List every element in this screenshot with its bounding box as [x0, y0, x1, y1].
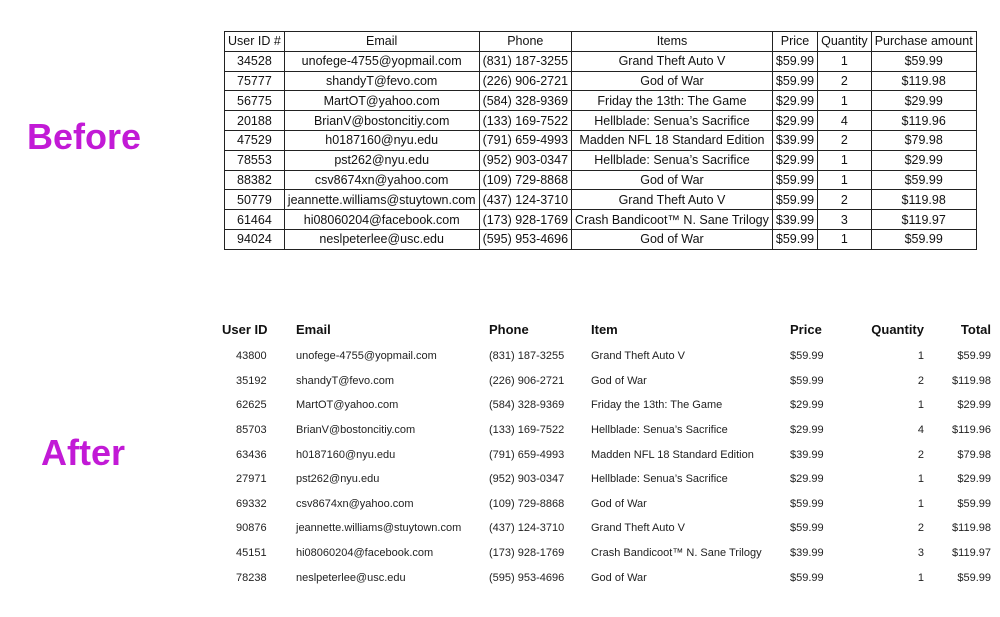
after-table-row	[218, 565, 991, 590]
after-table-row	[218, 393, 991, 418]
before-cell-user-id: 75777	[225, 71, 285, 91]
before-cell-email: hi08060204@facebook.com	[284, 210, 479, 230]
after-cell-price: $39.99	[790, 448, 824, 461]
before-cell-quantity: 1	[818, 170, 872, 190]
before-cell-quantity: 1	[818, 91, 872, 111]
after-cell-email: h0187160@nyu.edu	[296, 448, 396, 461]
after-cell-phone: (595) 953-4696	[489, 571, 565, 584]
before-cell-price: $39.99	[772, 210, 817, 230]
after-cell-quantity: 1	[917, 399, 924, 412]
after-cell-email: csv8674xn@yahoo.com	[296, 497, 414, 510]
after-cell-total: $59.99	[957, 571, 991, 584]
after-cell-user-id: 69332	[236, 497, 267, 510]
after-cell-quantity: 1	[917, 350, 924, 363]
after-table-row	[218, 541, 991, 566]
before-cell-user-id: 78553	[225, 150, 285, 170]
before-cell-user-id: 20188	[225, 111, 285, 131]
before-table-row	[225, 170, 977, 190]
before-header-price: Price	[772, 32, 817, 52]
after-cell-item: God of War	[591, 374, 647, 387]
before-cell-price: $59.99	[772, 170, 817, 190]
after-cell-user-id: 90876	[236, 522, 267, 535]
after-cell-email: neslpeterlee@usc.edu	[296, 571, 406, 584]
before-cell-email: MartOT@yahoo.com	[284, 91, 479, 111]
after-cell-quantity: 3	[917, 547, 924, 560]
after-header-quantity: Quantity	[871, 321, 924, 337]
before-cell-items: Hellblade: Senua’s Sacrifice	[572, 150, 773, 170]
after-header-row	[218, 314, 991, 344]
after-header-price: Price	[790, 321, 822, 337]
before-cell-user-id: 94024	[225, 229, 285, 249]
before-cell-items: God of War	[572, 229, 773, 249]
after-cell-phone: (109) 729-8868	[489, 497, 565, 510]
after-cell-item: Hellblade: Senua’s Sacrifice	[591, 473, 728, 486]
after-cell-user-id: 35192	[236, 374, 267, 387]
after-table-row	[218, 467, 991, 492]
after-cell-user-id: 63436	[236, 448, 267, 461]
before-cell-phone: (173) 928-1769	[479, 210, 571, 230]
after-header-email: Email	[296, 321, 331, 337]
before-cell-purchase-amount: $59.99	[871, 170, 976, 190]
before-table	[224, 31, 977, 250]
before-cell-user-id: 34528	[225, 51, 285, 71]
after-header-total: Total	[960, 321, 991, 337]
before-cell-purchase-amount: $29.99	[871, 91, 976, 111]
before-table-row	[225, 130, 977, 150]
before-cell-price: $59.99	[772, 229, 817, 249]
before-cell-email: pst262@nyu.edu	[284, 150, 479, 170]
after-cell-phone: (831) 187-3255	[489, 350, 565, 363]
after-cell-total: $119.98	[952, 374, 991, 387]
after-cell-total: $79.98	[957, 448, 991, 461]
after-cell-price: $29.99	[790, 424, 824, 437]
before-cell-purchase-amount: $79.98	[871, 130, 976, 150]
before-cell-user-id: 56775	[225, 91, 285, 111]
before-cell-quantity: 1	[818, 150, 872, 170]
before-cell-items: Madden NFL 18 Standard Edition	[572, 130, 773, 150]
before-header-quantity: Quantity	[818, 32, 872, 52]
after-cell-price: $39.99	[790, 547, 824, 560]
before-header-purchase-amount: Purchase amount	[871, 32, 976, 52]
after-cell-total: $59.99	[957, 497, 991, 510]
before-table-row	[225, 111, 977, 131]
after-cell-total: $119.96	[952, 424, 991, 437]
before-cell-quantity: 2	[818, 190, 872, 210]
before-cell-user-id: 61464	[225, 210, 285, 230]
after-cell-email: BrianV@bostoncitiy.com	[296, 424, 416, 437]
before-cell-user-id: 88382	[225, 170, 285, 190]
after-cell-email: MartOT@yahoo.com	[296, 399, 399, 412]
after-cell-item: Madden NFL 18 Standard Edition	[591, 448, 754, 461]
after-cell-item: Crash Bandicoot™ N. Sane Trilogy	[591, 547, 762, 560]
after-cell-user-id: 45151	[236, 547, 267, 560]
after-cell-user-id: 62625	[236, 399, 267, 412]
before-cell-items: Crash Bandicoot™ N. Sane Trilogy	[572, 210, 773, 230]
after-cell-user-id: 27971	[236, 473, 267, 486]
before-table-row	[225, 210, 977, 230]
after-label: After	[41, 432, 126, 473]
before-cell-phone: (437) 124-3710	[479, 190, 571, 210]
before-cell-items: Grand Theft Auto V	[572, 190, 773, 210]
after-cell-user-id: 85703	[236, 424, 267, 437]
after-cell-email: pst262@nyu.edu	[296, 473, 380, 486]
before-header-email: Email	[284, 32, 479, 52]
after-cell-item: Hellblade: Senua’s Sacrifice	[591, 424, 728, 437]
after-cell-total: $119.97	[952, 547, 991, 560]
after-cell-quantity: 4	[917, 424, 924, 437]
before-cell-purchase-amount: $59.99	[871, 229, 976, 249]
after-table	[218, 314, 991, 590]
after-cell-total: $29.99	[957, 399, 991, 412]
after-cell-price: $59.99	[790, 571, 824, 584]
after-cell-phone: (952) 903-0347	[489, 473, 565, 486]
before-cell-items: Grand Theft Auto V	[572, 51, 773, 71]
after-cell-item: Friday the 13th: The Game	[591, 399, 723, 412]
after-cell-price: $59.99	[790, 522, 824, 535]
before-cell-email: unofege-4755@yopmail.com	[284, 51, 479, 71]
before-cell-purchase-amount: $119.97	[871, 210, 976, 230]
before-header-phone: Phone	[479, 32, 571, 52]
after-cell-phone: (133) 169-7522	[489, 424, 565, 437]
before-cell-purchase-amount: $29.99	[871, 150, 976, 170]
before-cell-phone: (226) 906-2721	[479, 71, 571, 91]
after-cell-item: God of War	[591, 571, 647, 584]
before-cell-phone: (133) 169-7522	[479, 111, 571, 131]
after-cell-quantity: 1	[917, 473, 924, 486]
before-cell-phone: (584) 328-9369	[479, 91, 571, 111]
before-cell-email: BrianV@bostoncitiy.com	[284, 111, 479, 131]
after-cell-email: hi08060204@facebook.com	[296, 547, 434, 560]
after-cell-item: God of War	[591, 497, 647, 510]
after-cell-quantity: 2	[917, 448, 924, 461]
before-cell-phone: (831) 187-3255	[479, 51, 571, 71]
before-cell-price: $29.99	[772, 150, 817, 170]
before-cell-phone: (952) 903-0347	[479, 150, 571, 170]
after-header-user-id: User ID	[222, 321, 268, 337]
after-cell-email: unofege-4755@yopmail.com	[296, 350, 437, 363]
after-cell-phone: (584) 328-9369	[489, 399, 565, 412]
after-cell-total: $29.99	[957, 473, 991, 486]
before-cell-quantity: 2	[818, 130, 872, 150]
before-table-row	[225, 71, 977, 91]
before-cell-user-id: 47529	[225, 130, 285, 150]
before-cell-phone: (791) 659-4993	[479, 130, 571, 150]
after-cell-quantity: 1	[917, 571, 924, 584]
before-header-items: Items	[572, 32, 773, 52]
after-table-row	[218, 516, 991, 541]
before-cell-price: $29.99	[772, 91, 817, 111]
after-cell-item: Grand Theft Auto V	[591, 522, 685, 535]
after-header-phone: Phone	[489, 321, 529, 337]
before-header-user-id: User ID #	[225, 32, 285, 52]
after-cell-price: $29.99	[790, 399, 824, 412]
before-cell-purchase-amount: $59.99	[871, 51, 976, 71]
before-cell-items: Hellblade: Senua’s Sacrifice	[572, 111, 773, 131]
before-cell-quantity: 1	[818, 229, 872, 249]
before-cell-quantity: 3	[818, 210, 872, 230]
before-label: Before	[27, 116, 142, 157]
before-cell-purchase-amount: $119.98	[871, 190, 976, 210]
before-cell-email: jeannette.williams@stuytown.com	[284, 190, 479, 210]
before-table-row	[225, 51, 977, 71]
before-cell-quantity: 1	[818, 51, 872, 71]
before-table-row	[225, 229, 977, 249]
after-cell-item: Grand Theft Auto V	[591, 350, 685, 363]
after-table-body	[218, 344, 991, 590]
before-cell-purchase-amount: $119.96	[871, 111, 976, 131]
after-cell-phone: (791) 659-4993	[489, 448, 565, 461]
after-cell-total: $59.99	[957, 350, 991, 363]
after-header-item: Item	[591, 321, 618, 337]
after-cell-price: $29.99	[790, 473, 824, 486]
before-cell-phone: (109) 729-8868	[479, 170, 571, 190]
before-table-body	[225, 51, 977, 249]
before-cell-price: $39.99	[772, 130, 817, 150]
before-cell-quantity: 2	[818, 71, 872, 91]
before-cell-items: God of War	[572, 170, 773, 190]
before-cell-quantity: 4	[818, 111, 872, 131]
after-cell-total: $119.98	[952, 522, 991, 535]
after-cell-price: $59.99	[790, 350, 824, 363]
after-cell-email: jeannette.williams@stuytown.com	[296, 522, 462, 535]
before-cell-email: h0187160@nyu.edu	[284, 130, 479, 150]
after-cell-quantity: 1	[917, 497, 924, 510]
after-table-row	[218, 492, 991, 517]
before-cell-items: God of War	[572, 71, 773, 91]
after-table-row	[218, 442, 991, 467]
after-cell-quantity: 2	[917, 374, 924, 387]
before-cell-user-id: 50779	[225, 190, 285, 210]
before-cell-phone: (595) 953-4696	[479, 229, 571, 249]
before-table-row	[225, 150, 977, 170]
after-table-row	[218, 344, 991, 369]
before-header-row	[225, 32, 977, 52]
after-table-row	[218, 418, 991, 443]
before-cell-purchase-amount: $119.98	[871, 71, 976, 91]
after-cell-user-id: 78238	[236, 571, 267, 584]
after-cell-price: $59.99	[790, 497, 824, 510]
before-cell-price: $59.99	[772, 71, 817, 91]
before-cell-price: $59.99	[772, 190, 817, 210]
before-table-row	[225, 91, 977, 111]
before-cell-email: neslpeterlee@usc.edu	[284, 229, 479, 249]
after-cell-email: shandyT@fevo.com	[296, 374, 394, 387]
before-cell-price: $59.99	[772, 51, 817, 71]
after-table-row	[218, 369, 991, 394]
before-cell-price: $29.99	[772, 111, 817, 131]
before-table-row	[225, 190, 977, 210]
after-cell-phone: (226) 906-2721	[489, 374, 565, 387]
before-cell-items: Friday the 13th: The Game	[572, 91, 773, 111]
after-cell-phone: (173) 928-1769	[489, 547, 565, 560]
before-cell-email: csv8674xn@yahoo.com	[284, 170, 479, 190]
before-cell-email: shandyT@fevo.com	[284, 71, 479, 91]
after-cell-user-id: 43800	[236, 350, 267, 363]
after-cell-price: $59.99	[790, 374, 824, 387]
after-cell-quantity: 2	[917, 522, 924, 535]
after-cell-phone: (437) 124-3710	[489, 522, 565, 535]
